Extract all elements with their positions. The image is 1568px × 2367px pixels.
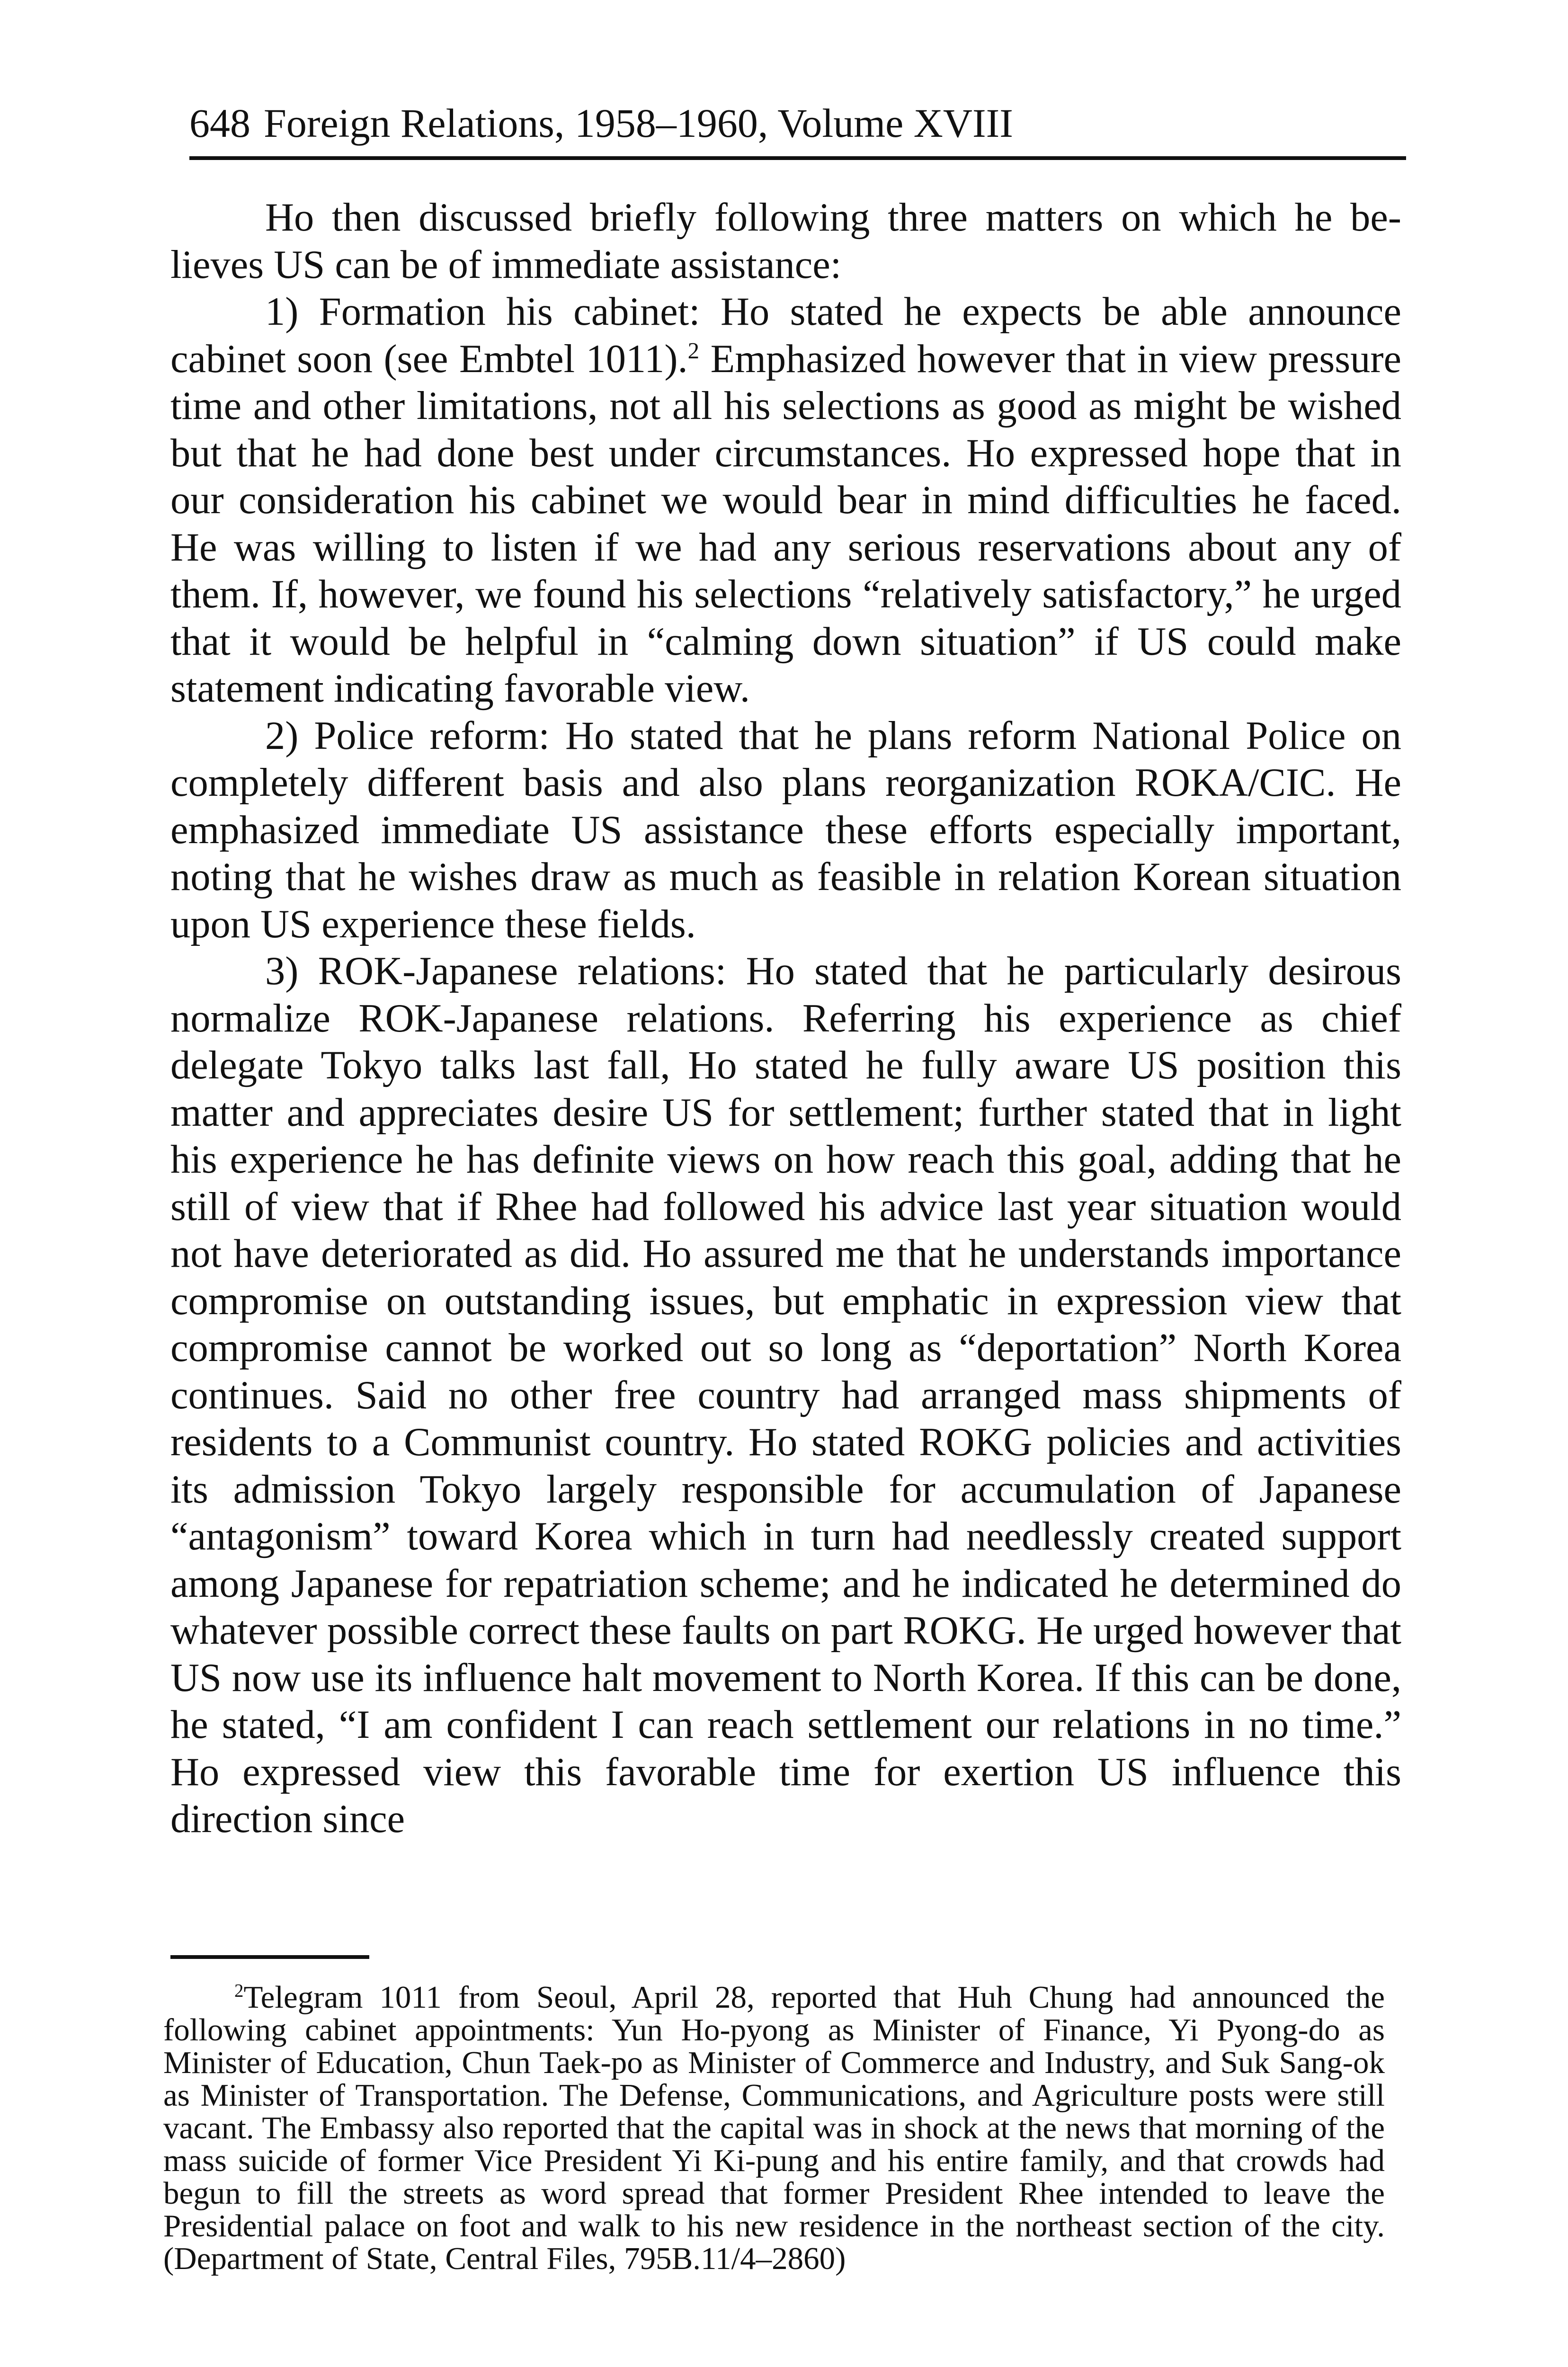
footnote-text: Telegram 1011 from Seoul, April 28, reported that Huh Chung had announced the following cabinet appointments: Yun Ho-pyong as Minister of Finance, Yi Pyong-do as Minister of Education, Chun Taek-po as Minister of Commerce and Industry, and Suk Sang-ok as Minister of Transportation. The Defense, Communications, and Agriculture posts were still vacant. The Embassy also reported that the capital was in shock at the news that morning of the mass suicide of former Vice President Yi Ki-pung and his entire family, and that crowds had begun to fill the streets as word spread that former President Rhee intended to leave the Presidential palace on foot and walk to his new residence in the northeast section of the city. (Department of State, Central Files, 795B.11/4–2860) [163,1980,1385,2276]
running-head-title: Foreign Relations, 1958–1960, Volume XVIII [264,100,1013,146]
paragraph-rok-japanese-relations: 3) ROK-Japanese relations: Ho stated that he particularly desirous normalize ROK-Japanese relations. Referring his experience as chief delegate Tokyo talks last fall, Ho stated he fully aware US position this matter and appreciates desire US for settlement; further stated that in light his experience he has definite views on how reach this goal, adding that he still of view that if Rhee had followed his advice last year situation would not have deteriorated as did. Ho assured me that he understands importance compromise on outstanding issues, but emphatic in expression view that compromise cannot be worked out so long as “deportation” North Korea continues. Said no other free country had arranged mass shipments of residents to a Communist country. Ho stated ROKG policies and activities its admission Tokyo largely responsible for accumulation of Japanese “antagonism” toward Korea which in turn had needlessly created support among Japanese for repatriation scheme; and he indicated he determined do whatever possible correct these faults on part ROKG. He urged however that US now use its influence halt movement to North Korea. If this can be done, he stated, “I am confident I can reach settlement our relations in no time.” Ho expressed view this favorable time for exertion US influence this direction since [170,949,1401,1841]
paragraph-cabinet-rest: Emphasized however that in view pressure time and other limitations, not all his selections as good as might be wished but that he had done best under circumstances. Ho expressed hope that in our consideration his cabinet we would bear in mind difficulties he faced. He was willing to listen if we had any serious reservations about any of them. If, however, we found his selections “relatively satisfactory,” he urged that it would be helpful in “calming down situation” if US could make statement indicating favorable view. [170,337,1401,711]
footnote-reference: 2 [687,337,700,364]
paragraph-cabinet [170,288,1401,712]
paragraph-cabinet-lead: 1) Formation his cabinet: Ho stated he expects be able announce cabinet soon (see Embtel 1011). [170,290,1401,381]
running-head [189,95,1406,151]
footnote-paragraph [163,1981,1385,2275]
header-rule [189,156,1406,160]
footnote-marker: 2 [234,1980,244,2001]
body-text [170,194,1401,1843]
paragraph-police-reform: 2) Police reform: Ho stated that he plans reform National Police on completely different basis and also plans reorganization ROKA/CIC. He emphasized immediate US assistance these efforts especially important, noting that he wishes draw as much as feasible in relation Korean situation upon US experience these fields. [170,713,1401,946]
page-number: 648 [189,100,250,146]
paragraph-intro: Ho then discussed briefly following three matters on which he believes US can be of immediate assistance: [170,196,1401,287]
footnote [163,1981,1385,2275]
footnote-rule [170,1955,369,1959]
